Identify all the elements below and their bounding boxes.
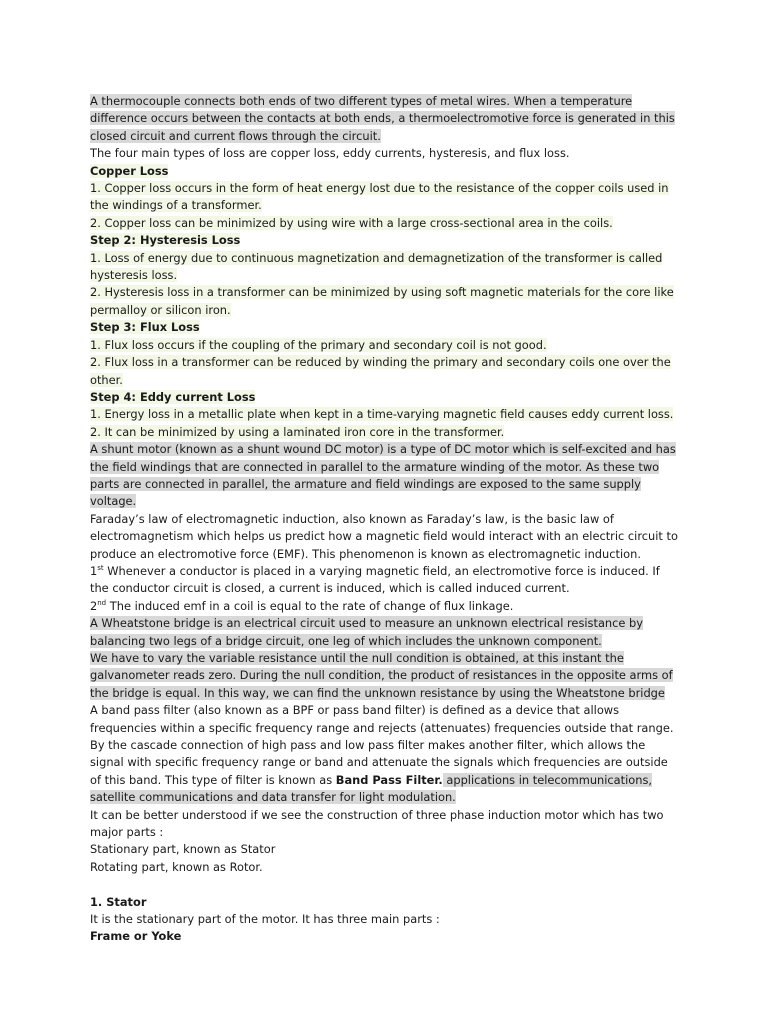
shunt-motor-paragraph: A shunt motor (known as a shunt wound DC motor) is a type of DC motor which is self-excited and has the field windings that are connected in parallel to the armature winding of the motor. As these two parts are connected in parallel, the armature and field windings are exposed to the same supply voltage. bbox=[90, 442, 676, 509]
induction-motor-intro: It can be better understood if we see the construction of three phase induction motor which has two major parts : bbox=[90, 807, 664, 840]
copper-loss-heading: Copper Loss bbox=[90, 163, 169, 178]
band-pass-applications: applications in telecommunications, satellite communications and data transfer for light modulation. bbox=[90, 772, 653, 805]
band-pass-filter-term: Band Pass Filter. bbox=[335, 772, 443, 787]
thermocouple-paragraph: A thermocouple connects both ends of two different types of metal wires. When a temperature difference occurs between the contacts at both ends, a thermoelectromotive force is generated in this closed circuit and current flows through the circuit. bbox=[90, 94, 675, 143]
flux-loss-point-1: 1. Flux loss occurs if the coupling of the primary and secondary coil is not good. bbox=[90, 337, 547, 352]
flux-loss-point-2: 2. Flux loss in a transformer can be reduced by winding the primary and secondary coils one over the other. bbox=[90, 355, 671, 387]
motor-rotor-part: Rotating part, known as Rotor. bbox=[90, 859, 263, 874]
faraday-first-law: 1st Whenever a conductor is placed in a varying magnetic field, an electromotive force is induced. If the conductor circuit is closed, a current is induced, which is called induced current. bbox=[90, 563, 660, 596]
hysteresis-loss-heading: Step 2: Hysteresis Loss bbox=[90, 233, 241, 248]
stator-description: It is the stationary part of the motor. It has three main parts : bbox=[90, 912, 440, 927]
wheatstone-null-condition: We have to vary the variable resistance until the null condition is obtained, at this instant the galvanometer reads zero. During the null condition, the product of resistances in the opposite arms of the bridge is equal. In this way, we can find the unknown resistance by using the Wheatstone bridge bbox=[90, 651, 673, 700]
document-body bbox=[90, 93, 682, 946]
hysteresis-loss-point-1: 1. Loss of energy due to continuous magnetization and demagnetization of the transformer is called hysteresis loss. bbox=[90, 250, 663, 283]
copper-loss-point-2: 2. Copper loss can be minimized by using wire with a large cross-sectional area in the coils. bbox=[90, 215, 613, 230]
eddy-current-loss-point-1: 1. Energy loss in a metallic plate when kept in a time-varying magnetic field causes eddy current loss. bbox=[90, 407, 674, 422]
stator-heading: 1. Stator bbox=[90, 894, 147, 909]
faraday-second-law: 2nd The induced emf in a coil is equal to the rate of change of flux linkage. bbox=[90, 598, 514, 613]
wheatstone-definition: A Wheatstone bridge is an electrical circuit used to measure an unknown electrical resistance by balancing two legs of a bridge circuit, one leg of which includes the unknown component. bbox=[90, 616, 644, 648]
band-pass-cascade: By the cascade connection of high pass and low pass filter makes another filter, which allows the signal with specific frequency range or band and attenuate the signals which frequencies are outside of this band. This type of filter is known as Band Pass Filter. applications in telecommunications, satellite communications and data transfer for light modulation. bbox=[90, 738, 668, 805]
hysteresis-loss-point-2: 2. Hysteresis loss in a transformer can be minimized by using soft magnetic materials for the core like permalloy or silicon iron. bbox=[90, 285, 674, 317]
motor-stator-part: Stationary part, known as Stator bbox=[90, 842, 276, 857]
loss-intro-paragraph: The four main types of loss are copper loss, eddy currents, hysteresis, and flux loss. bbox=[90, 146, 570, 161]
faraday-law-paragraph: Faraday’s law of electromagnetic induction, also known as Faraday’s law, is the basic law of electromagnetism which helps us predict how a magnetic field would interact with an electric circuit to produce an electromotive force (EMF). This phenomenon is known as electromagnetic induction. bbox=[90, 511, 678, 561]
flux-loss-heading: Step 3: Flux Loss bbox=[90, 320, 200, 335]
band-pass-definition: A band pass filter (also known as a BPF or pass band filter) is defined as a device that allows frequencies within a specific frequency range and rejects (attenuates) frequencies outside that range. bbox=[90, 703, 674, 735]
eddy-current-loss-heading: Step 4: Eddy current Loss bbox=[90, 389, 256, 404]
paragraph-spacer bbox=[90, 876, 682, 893]
copper-loss-point-1: 1. Copper loss occurs in the form of heat energy lost due to the resistance of the copper coils used in the windings of a transformer. bbox=[90, 181, 669, 213]
frame-yoke-heading: Frame or Yoke bbox=[90, 929, 182, 944]
eddy-current-loss-point-2: 2. It can be minimized by using a laminated iron core in the transformer. bbox=[90, 424, 505, 439]
